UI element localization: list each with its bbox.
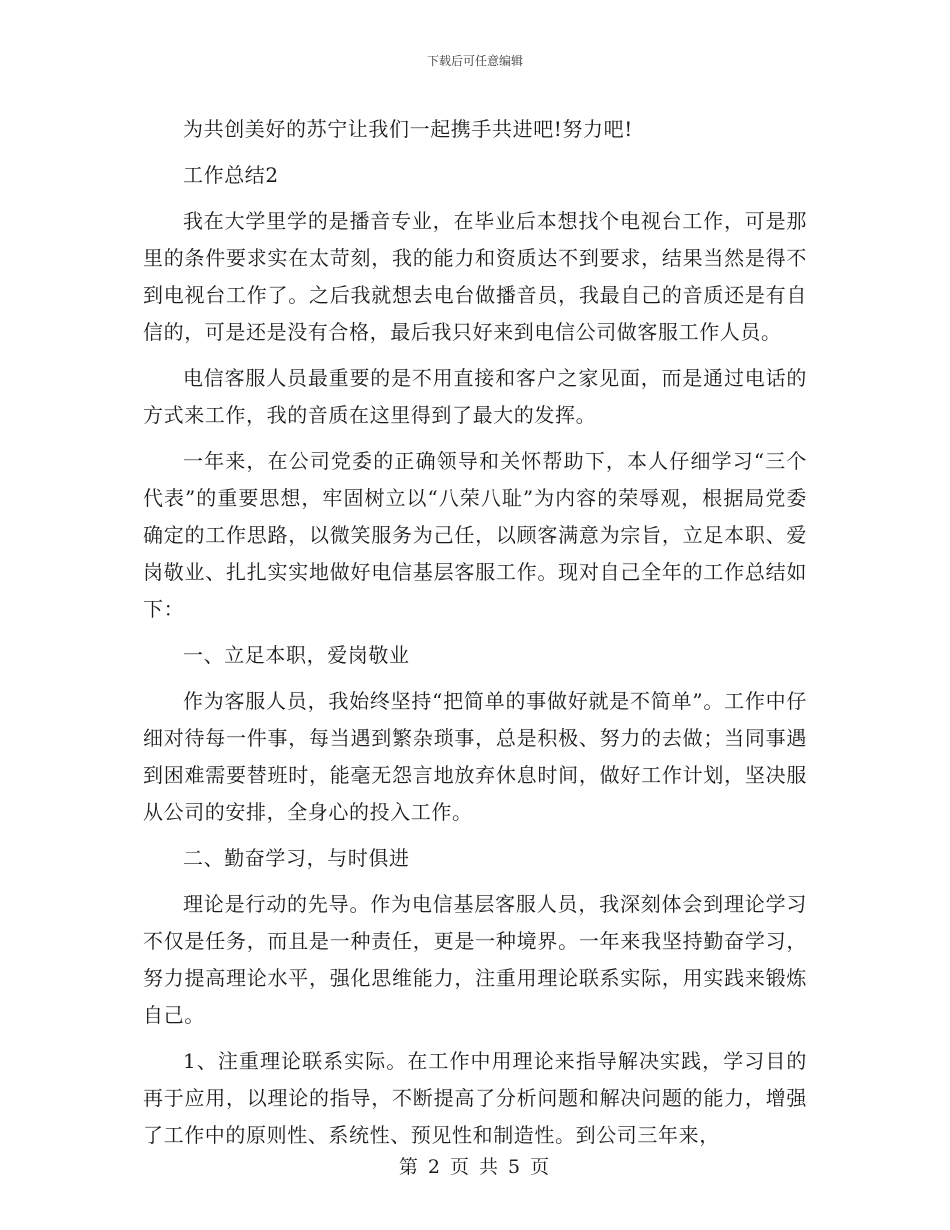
paragraph-dedication: 作为客服人员，我始终坚持“把简单的事做好就是不简单”。工作中仔细对待每一件事，每当遇到繁杂琐事，总是积极、努力的去做；当同事遇到困难需要替班时，能毫无怨言地放弃休息时间，做好工作计划，坚决服从公司的安排，全身心的投入工作。	[143, 689, 807, 824]
document-body	[143, 111, 807, 1163]
heading-section-one: 一、立足本职，爱岗敬业	[183, 643, 410, 667]
paragraph-theory-study: 理论是行动的先导。作为电信基层客服人员，我深刻体会到理论学习不仅是任务，而且是一种责任，更是一种境界。一年来我坚持勤奋学习，努力提高理论水平，强化思维能力，注重用理论联系实际，用实践来锻炼自己。	[143, 892, 807, 1027]
section-title-work-summary-2: 工作总结2	[183, 163, 279, 187]
page-header-note: 下载后可任意编辑	[426, 54, 523, 68]
paragraph-background: 我在大学里学的是播音专业，在毕业后本想找个电视台工作，可是那里的条件要求实在太苛刻，我的能力和资质达不到要求，结果当然是得不到电视台工作了。之后我就想去电台做播音员，我最自己的音质还是有自信的，可是还是没有合格，最后我只好来到电信公司做客服工作人员。	[143, 209, 807, 344]
paragraph-theory-practice: 1、注重理论联系实际。在工作中用理论来指导解决实践，学习目的再于应用，以理论的指导，不断提高了分析问题和解决问题的能力，增强了工作中的原则性、系统性、预见性和制造性。到公司三年来，	[143, 1049, 807, 1147]
heading-section-two: 二、勤奋学习，与时俱进	[183, 846, 410, 870]
paragraph-customer-service: 电信客服人员最重要的是不用直接和客户之家见面，而是通过电话的方式来工作，我的音质在这里得到了最大的发挥。	[143, 366, 807, 427]
page-number-footer: 第 2 页 共 5 页	[398, 1156, 552, 1178]
paragraph-closing-line: 为共创美好的苏宁让我们一起携手共进吧!努力吧!	[183, 117, 633, 141]
paragraph-year-review: 一年来，在公司党委的正确领导和关怀帮助下，本人仔细学习“三个代表”的重要思想，牢固树立以“八荣八耻”为内容的荣辱观，根据局党委确定的工作思路，以微笑服务为己任，以顾客满意为宗旨，立足本职、爱岗敬业、扎扎实实地做好电信基层客服工作。现对自己全年的工作总结如下：	[143, 449, 807, 621]
